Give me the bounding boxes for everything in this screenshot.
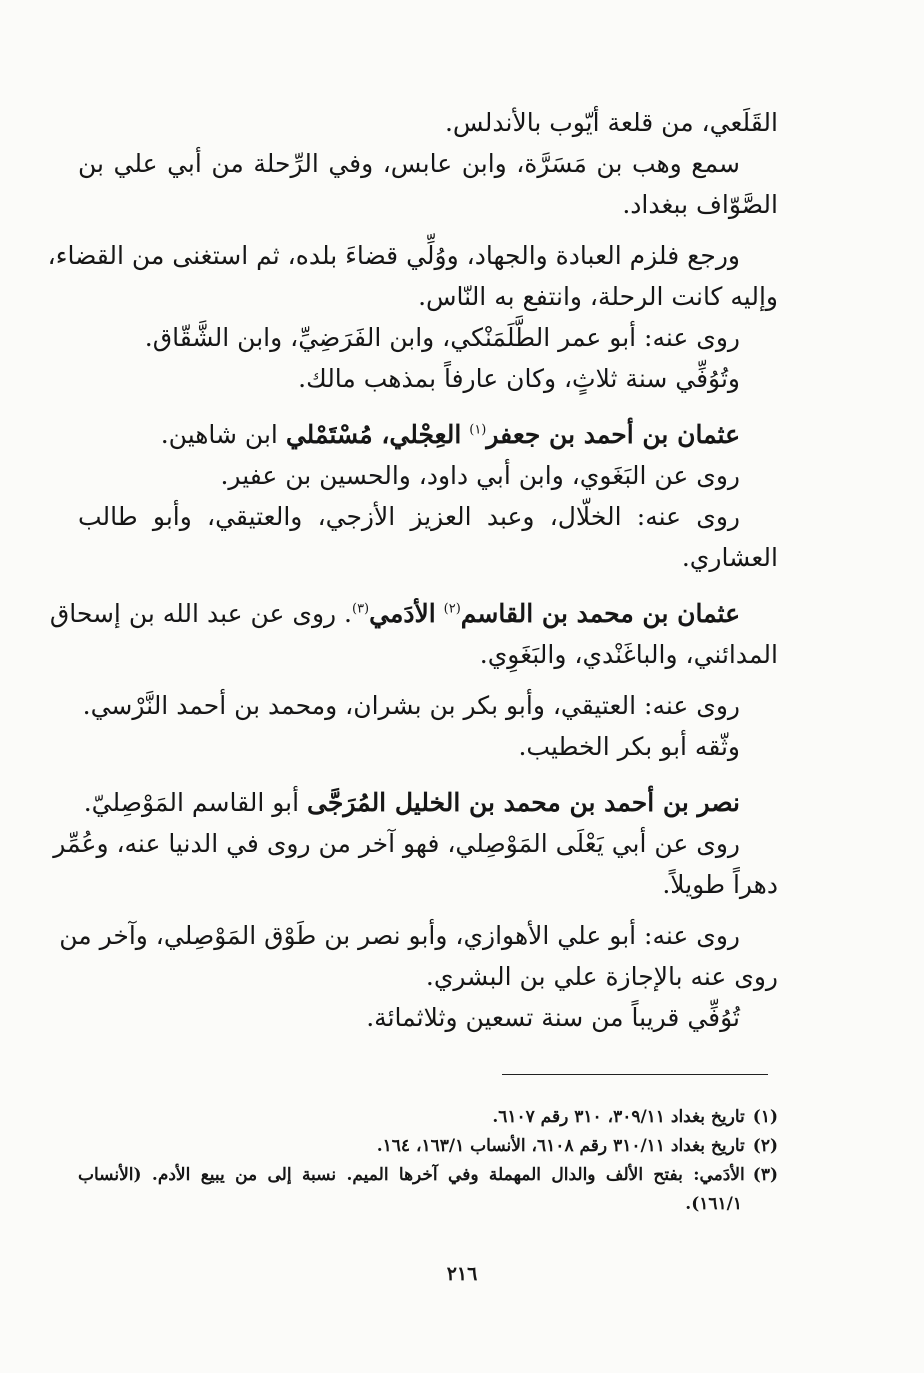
text-line: روى عنه: الخلّال، وعبد العزيز الأزجي، والعتيقي، وأبو طالب <box>78 502 740 531</box>
entry-name: عثمان بن محمد بن القاسم <box>460 599 740 628</box>
footnote-ref: (٢) <box>443 601 461 617</box>
entry-nisba: الأدَمي <box>369 599 436 628</box>
text-line: روى عن البَغَوي، وابن أبي داود، والحسين بن عفير. <box>220 461 740 490</box>
footnote-number: (٢) <box>752 1136 778 1156</box>
text-line: وثّقه أبو بكر الخطيب. <box>518 732 740 761</box>
text-line: العشاري. <box>681 543 778 572</box>
entry-name: نصر بن أحمد بن محمد بن الخليل المُرَجَّى <box>307 788 740 817</box>
footnote-text-continued: ١٦١/١). <box>685 1194 742 1214</box>
footnote-text: تاريخ بغداد ٣٠٩/١١، ٣١٠ رقم ٦١٠٧. <box>492 1107 745 1127</box>
text-line: وتُوُفِّي سنة ثلاثٍ، وكان عارفاً بمذهب مالك. <box>298 364 740 393</box>
footnote-number: (١) <box>752 1107 778 1127</box>
footnote-text: تاريخ بغداد ٣١٠/١١ رقم ٦١٠٨، الأنساب ١٦٣/١، ١٦٤. <box>376 1136 745 1156</box>
footnote <box>78 1132 778 1161</box>
text-line: سمع وهب بن مَسَرَّة، وابن عابس، وفي الرِّحلة من أبي علي بن <box>78 149 740 178</box>
text-line: روى عن أبي يَعْلَى المَوْصِلي، فهو آخر من روى في الدنيا عنه، وعُمِّر <box>53 829 740 858</box>
footnote <box>78 1161 778 1219</box>
text-line: الصَّوّاف ببغداد. <box>622 190 778 219</box>
text-line: المدائني، والباغَنْدي، والبَغَوِي. <box>479 640 778 669</box>
entry-heading <box>78 782 778 823</box>
entry-tail: ابن شاهين. <box>160 420 278 449</box>
entry-tail: أبو القاسم المَوْصِليّ. <box>83 788 300 817</box>
footnote <box>78 1103 778 1132</box>
entry-heading <box>49 593 778 634</box>
footnote-number: (٣) <box>752 1165 778 1185</box>
text-line: ورجع فلزم العبادة والجهاد، ووُلِّي قضاءَ بلده، ثم استغنى من القضاء، <box>47 241 740 270</box>
text-line: القَلَعي، من قلعة أيّوب بالأندلس. <box>444 108 778 137</box>
text-line: وإليه كانت الرحلة، وانتفع به النّاس. <box>418 282 778 311</box>
text-line: تُوُفِّي قريباً من سنة تسعين وثلاثمائة. <box>366 1003 740 1032</box>
entry-heading <box>78 414 778 455</box>
text-line: روى عنه: أبو علي الأهوازي، وأبو نصر بن طَوْق المَوْصِلي، وآخر من <box>59 921 740 950</box>
text-line: روى عنه: أبو عمر الطَّلَمَنْكي، وابن الفَرَضِيِّ، وابن الشَّقّاق. <box>144 323 740 352</box>
entry-nisba: العِجْلي، مُسْتَمْلي <box>285 420 462 449</box>
entry-tail: . روى عن عبد الله بن إسحاق <box>49 599 352 628</box>
footnote-ref: (١) <box>469 422 487 438</box>
text-line: روى عنه بالإجازة علي بن البشري. <box>425 962 778 991</box>
footnote-text: الأدَمي: بفتح الألف والدال المهملة وفي آخرها الميم. نسبة إلى من يبيع الأدم. (الأنساب <box>78 1165 745 1185</box>
footnote-ref: (٣) <box>351 601 370 617</box>
main-text <box>47 102 778 1038</box>
text-line: دهراً طويلاً. <box>662 870 778 899</box>
footnote-separator <box>502 1074 768 1075</box>
entry-name: عثمان بن أحمد بن جعفر <box>486 420 740 449</box>
text-line: روى عنه: العتيقي، وأبو بكر بن بشران، ومحمد بن أحمد النَّرْسي. <box>82 691 740 720</box>
page-number: ٢١٦ <box>446 1263 478 1285</box>
footnotes <box>78 1103 778 1219</box>
